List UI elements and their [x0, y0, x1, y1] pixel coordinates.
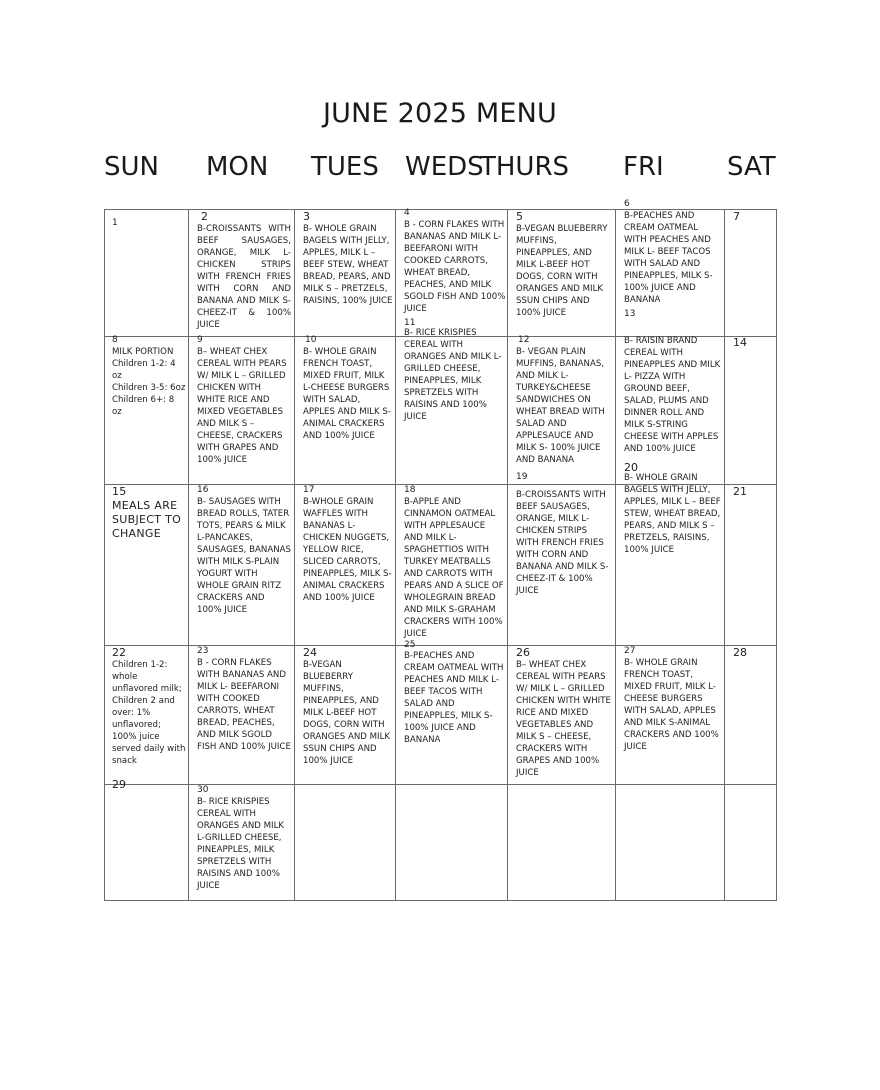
day-number: 9 — [197, 335, 203, 345]
day-number: 12 — [518, 335, 530, 345]
menu-text: B- RICE KRISPIES CEREAL WITH ORANGES AND MILK L-GRILLED CHEESE, PINEAPPLES, MILK SPRETZELS WITH RAISINS AND 100% JUICE — [197, 797, 284, 891]
menu-text: B– WHEAT CHEX CEREAL WITH PEARS W/ MILK L – GRILLED CHICKEN WITH WHITE RICE AND MIXED VEGETABLES AND MILK S – CHEESE, CRACKERS WITH GRAPES AND 100% JUICE — [516, 660, 611, 778]
day-number: 20 — [624, 461, 638, 474]
day-cell — [616, 646, 725, 785]
menu-text: B– WHEAT CHEX CEREAL WITH PEARS W/ MILK L – GRILLED CHICKEN WITH WHITE RICE AND MIXED VEGETABLES AND MILK S – CHEESE, CRACKERS WITH GRAPES AND 100% JUICE — [197, 347, 287, 465]
day-number: 1 — [112, 218, 118, 228]
day-header-fri: FRI — [623, 152, 664, 182]
day-number: 10 — [305, 335, 317, 345]
menu-text: B-CROISSANTS WITH BEEF SAUSAGES, ORANGE, MILK L-CHICKEN STRIPS WITH FRENCH FRIES WITH CORN AND BANANA AND MILK S- CHEEZ-IT & 100% JUICE — [197, 224, 291, 330]
day-cell — [189, 337, 295, 485]
day-number: 22 — [112, 646, 126, 659]
day-header-sun: SUN — [104, 152, 159, 182]
day-number: 14 — [733, 336, 747, 349]
day-cell — [295, 210, 396, 337]
menu-text: B- RICE KRISPIES CEREAL WITH ORANGES AND MILK L-GRILLED CHEESE, PINEAPPLES, MILK SPRETZELS WITH RAISINS AND 100% JUICE — [404, 328, 502, 422]
day-number: 8 — [112, 335, 118, 345]
day-number: 11 — [404, 318, 416, 328]
menu-text: B- WHOLE GRAIN BAGELS WITH JELLY, APPLES, MILK L – BEEF STEW, WHEAT BREAD, PEARS, AND MILK S – PRETZELS, RAISINS, 100% JUICE — [624, 473, 721, 555]
day-number: 6 — [624, 199, 630, 209]
change-notice: MEALS ARE SUBJECT TO CHANGE — [112, 499, 182, 540]
day-number: 3 — [303, 210, 310, 223]
week-row — [105, 337, 777, 485]
day-cell — [295, 485, 396, 646]
day-cell — [508, 785, 616, 901]
menu-text: B- WHOLE GRAIN BAGELS WITH JELLY, APPLES, MILK L – BEEF STEW, WHEAT BREAD, PEARS, AND MILK S – PRETZELS, RAISINS, 100% JUICE — [303, 224, 393, 306]
day-number: 30 — [197, 785, 209, 795]
week-row — [105, 485, 777, 646]
menu-text: B - CORN FLAKES WITH BANANAS AND MILK L- BEEFARONI WITH COOKED CARROTS, WHEAT BREAD, PEACHES, AND MILK SGOLD FISH AND 100% JUICE — [197, 658, 291, 752]
menu-text: B- RAISIN BRAND CEREAL WITH PINEAPPLES AND MILK L- PIZZA WITH GROUND BEEF, SALAD, PLUMS AND DINNER ROLL AND MILK S-STRING CHEESE WITH APPLES AND 100% JUICE — [624, 336, 721, 454]
menu-text: B- VEGAN PLAIN MUFFINS, BANANAS, AND MILK L-TURKEY&CHEESE SANDWICHES ON WHEAT BREAD WITH SALAD AND APPLESAUCE AND MILK S- 100% JUICE AND BANANA — [516, 347, 605, 465]
menu-text: B-APPLE AND CINNAMON OATMEAL WITH APPLESAUCE AND MILK L-SPAGHETTIOS WITH TURKEY MEATBALLS AND CARROTS WITH PEARS AND A SLICE OF WHOLEGRAIN BREAD AND MILK S-GRAHAM CRACKERS WITH 100% JUICE — [404, 497, 504, 639]
day-number: 2 — [201, 210, 208, 223]
day-cell — [396, 210, 508, 337]
week-row — [105, 210, 777, 337]
day-number: 29 — [112, 778, 126, 791]
day-cell — [725, 646, 777, 785]
day-cell — [105, 210, 189, 337]
menu-text: B-PEACHES AND CREAM OATMEAL WITH PEACHES AND MILK L- BEEF TACOS WITH SALAD AND PINEAPPLES, MILK S- 100% JUICE AND BANANA — [624, 211, 713, 305]
menu-text: B- WHOLE GRAIN FRENCH TOAST, MIXED FRUIT, MILK L-CHEESE BURGERS WITH SALAD, APPLES AND MILK S-ANIMAL CRACKERS AND 100% JUICE — [624, 658, 719, 752]
day-cell — [396, 328, 508, 485]
day-cell — [508, 337, 616, 485]
day-header-weds: WEDS — [405, 152, 484, 182]
day-cell — [105, 485, 189, 646]
day-cell — [396, 485, 508, 650]
day-cell — [508, 646, 616, 785]
day-number: 19 — [516, 472, 528, 482]
menu-calendar — [104, 199, 777, 901]
day-cell — [295, 646, 396, 785]
menu-text: B- SAUSAGES WITH BREAD ROLLS, TATER TOTS, PEARS & MILK L-PANCAKES, SAUSAGES, BANANAS WITH MILK S-PLAIN YOGURT WITH WHOLE GRAIN RITZ CRACKERS AND 100% JUICE — [197, 497, 291, 615]
day-header-sat: SAT — [727, 152, 776, 182]
day-cell — [616, 199, 725, 337]
day-number: 13 — [624, 309, 636, 319]
day-number: 21 — [733, 485, 747, 498]
day-number: 27 — [624, 646, 636, 656]
day-cell — [616, 785, 725, 901]
day-number: 28 — [733, 646, 747, 659]
day-cell — [616, 473, 725, 646]
day-cell — [189, 210, 295, 337]
day-cell — [396, 785, 508, 901]
day-cell — [725, 337, 777, 485]
day-cell — [725, 485, 777, 646]
day-number: 26 — [516, 646, 530, 659]
day-number: 24 — [303, 646, 317, 659]
menu-text: B-WHOLE GRAIN WAFFLES WITH BANANAS L-CHICKEN NUGGETS, YELLOW RICE, SLICED CARROTS, PINEAPPLES, MILK S-ANIMAL CRACKERS AND 100% JUICE — [303, 497, 392, 603]
day-header-thurs: THURS — [480, 152, 570, 182]
day-number: 16 — [197, 485, 209, 495]
day-cell — [189, 785, 295, 901]
day-number: 7 — [733, 210, 740, 223]
menu-text: B-CROISSANTS WITH BEEF SAUSAGES, ORANGE, MILK L-CHICKEN STRIPS WITH FRENCH FRIES WITH CORN AND BANANA AND MILK S- CHEEZ-IT & 100% JUICE — [516, 490, 609, 596]
menu-text: B - CORN FLAKES WITH BANANAS AND MILK L- BEEFARONI WITH COOKED CARROTS, WHEAT BREAD, PEACHES, AND MILK SGOLD FISH AND 100% JUICE — [404, 220, 506, 314]
day-number: 4 — [404, 208, 410, 218]
day-cell — [295, 785, 396, 901]
milk-portion-note: MILK PORTION Children 1-2: 4 oz Children 3-5: 6oz Children 6+: 8 oz — [112, 347, 186, 417]
day-cell — [105, 646, 189, 785]
week-row — [105, 785, 777, 901]
day-number: 5 — [516, 210, 523, 223]
week-row — [105, 646, 777, 785]
day-cell — [189, 646, 295, 785]
day-number: 23 — [197, 646, 209, 656]
day-cell — [508, 485, 616, 646]
menu-text: B- WHOLE GRAIN FRENCH TOAST, MIXED FRUIT, MILK L-CHEESE BURGERS WITH SALAD, APPLES AND MILK S-ANIMAL CRACKERS AND 100% JUICE — [303, 347, 391, 441]
day-cell — [725, 785, 777, 901]
day-cell — [189, 485, 295, 646]
day-cell — [725, 210, 777, 337]
menu-title: JUNE 2025 MENU — [323, 98, 557, 129]
day-cell — [508, 210, 616, 337]
menu-text: B-VEGAN BLUEBERRY MUFFINS, PINEAPPLES, AND MILK L-BEEF HOT DOGS, CORN WITH ORANGES AND MILK SSUN CHIPS AND 100% JUICE — [303, 660, 390, 766]
day-number: 15 — [112, 485, 127, 498]
day-cell — [616, 337, 725, 485]
day-number: 25 — [404, 640, 416, 650]
day-cell — [396, 646, 508, 785]
day-cell — [105, 778, 189, 901]
milk-type-note: Children 1-2: whole unflavored milk; Children 2 and over: 1% unflavored; 100% juice served daily with snack — [112, 660, 186, 766]
day-number: 17 — [303, 485, 315, 495]
day-number: 18 — [404, 485, 416, 495]
day-header-mon: MON — [206, 152, 269, 182]
day-cell — [295, 337, 396, 485]
menu-text: B-VEGAN BLUEBERRY MUFFINS, PINEAPPLES, AND MILK L-BEEF HOT DOGS, CORN WITH ORANGES AND MILK SSUN CHIPS AND 100% JUICE — [516, 224, 608, 318]
day-header-tues: TUES — [311, 152, 379, 182]
day-cell — [105, 337, 189, 485]
menu-text: B-PEACHES AND CREAM OATMEAL WITH PEACHES AND MILK L- BEEF TACOS WITH SALAD AND PINEAPPLES, MILK S- 100% JUICE AND BANANA — [404, 651, 504, 745]
